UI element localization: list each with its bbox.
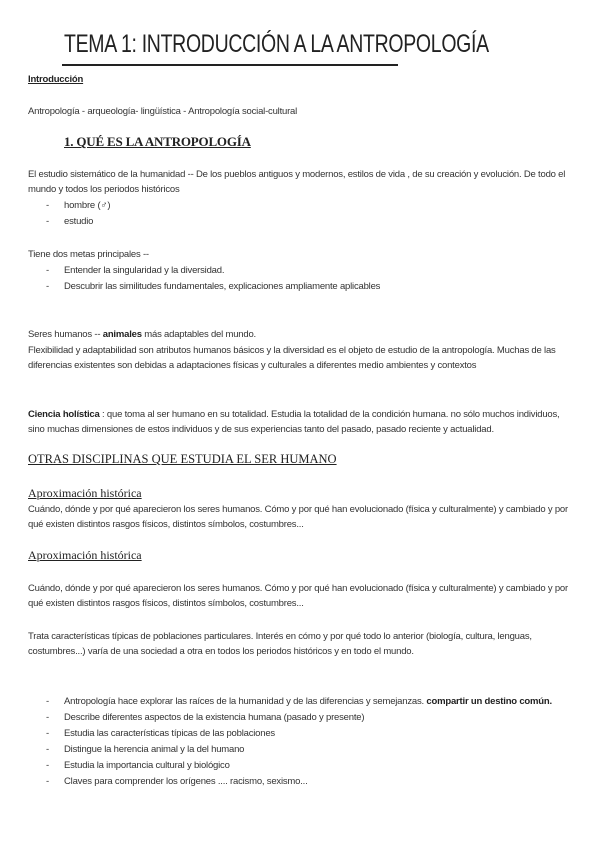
list-item-text: Descubrir las similitudes fundamentales, explicaciones ampliamente aplicables [64,281,381,292]
approx-2-heading: Aproximación histórica [28,548,142,562]
approx-1-heading: Aproximación histórica [28,486,142,500]
list-dash: - [46,265,49,276]
intro-line: Antropología - arqueología- lingüística - Antropología social-cultural [28,106,298,117]
list-item-text: Estudia las características típicas de las poblaciones [64,728,275,739]
list-item [46,742,244,757]
list-item-text: Claves para comprender los orígenes .... racismo, sexismo... [64,776,308,787]
holistic-paragraph [28,407,576,437]
humans-prefix: Seres humanos -- [28,329,103,340]
list-item [46,710,364,725]
list-dash: - [46,776,49,787]
list-item-text: Estudia la importancia cultural y biológico [64,760,230,771]
goals-intro: Tiene dos metas principales -- [28,249,149,260]
approx-2-paragraph: Cuándo, dónde y por qué aparecieron los seres humanos. Cómo y por qué han evolucionado (física y culturalmente) y cambiado y por qué existen distintos rasgos físicos, distintos símbolos, costumbres... [28,583,568,609]
list-item [46,726,275,741]
list-dash: - [46,712,49,723]
approx-1-paragraph: Cuándo, dónde y por qué aparecieron los seres humanos. Cómo y por qué han evolucionado (física y culturalmente) y cambiado y por qué existen distintos rasgos físicos, distintos símbolos, costumbres... [28,504,568,530]
intro-heading: Introducción [28,74,84,85]
holistic-term: Ciencia holística [28,409,100,420]
list-item [46,214,93,229]
definition-paragraph: El estudio sistemático de la humanidad -- De los pueblos antiguos y modernos, estilos de vida , de su creación y evolución. De todo el mundo y todos los periodos históricos [28,169,566,195]
list-item [46,774,308,789]
list-item-text: hombre (♂) [64,200,111,211]
list-item [46,694,552,709]
list-item-text: Describe diferentes aspectos de la existencia humana (pasado y presente) [64,712,365,723]
list-dash: - [46,200,49,211]
list-item-text: Antropología hace explorar las raíces de la humanidad y de las diferencias y semejanzas. [64,696,427,707]
page-title: TEMA 1: INTRODUCCIÓN A LA ANTROPOLOGÍA [64,30,489,58]
holistic-text: : que toma al ser humano en su totalidad. Estudia la totalidad de la condición humana. no sólo muchos individuos, sino muchas dimensiones de estos individuos y de sus experiencias tanto del pasado, pasado reciente y actualidad. [28,409,560,435]
humans-suffix: más adaptables del mundo. [141,329,256,340]
list-item [46,198,110,213]
list-item [46,263,224,278]
list-dash: - [46,744,49,755]
list-dash: - [46,728,49,739]
list-item-text: estudio [64,216,94,227]
list-dash: - [46,281,49,292]
list-dash: - [46,216,49,227]
list-dash: - [46,760,49,771]
populations-paragraph: Trata características típicas de poblaciones particulares. Interés en cómo y por qué todo lo anterior (biología, cultura, lenguas, costumbres...) varía de una sociedad a otra en todos los periodos históricos y en todo el mundo. [28,631,532,657]
list-item-text: Entender la singularidad y la diversidad. [64,265,225,276]
section-1-heading: 1. QUÉ ES LA ANTROPOLOGÍA [64,134,251,149]
list-item-bold: compartir un destino común. [426,696,552,707]
list-item-text: Distingue la herencia animal y la del humano [64,744,245,755]
other-disciplines-heading: OTRAS DISCIPLINAS QUE ESTUDIA EL SER HUMANO [28,452,337,466]
flexibility-paragraph: Flexibilidad y adaptabilidad son atributos humanos básicos y la diversidad es el objeto de estudio de la antropología. Muchas de las diferencias existentes son debidas a adaptaciones físicas y culturales a diferentes medio ambientes y contextos [28,345,556,371]
list-dash: - [46,696,49,707]
humans-line [28,327,256,342]
title-underline [62,64,398,66]
humans-bold: animales [102,329,142,340]
list-item [46,279,380,294]
list-item [46,758,230,773]
